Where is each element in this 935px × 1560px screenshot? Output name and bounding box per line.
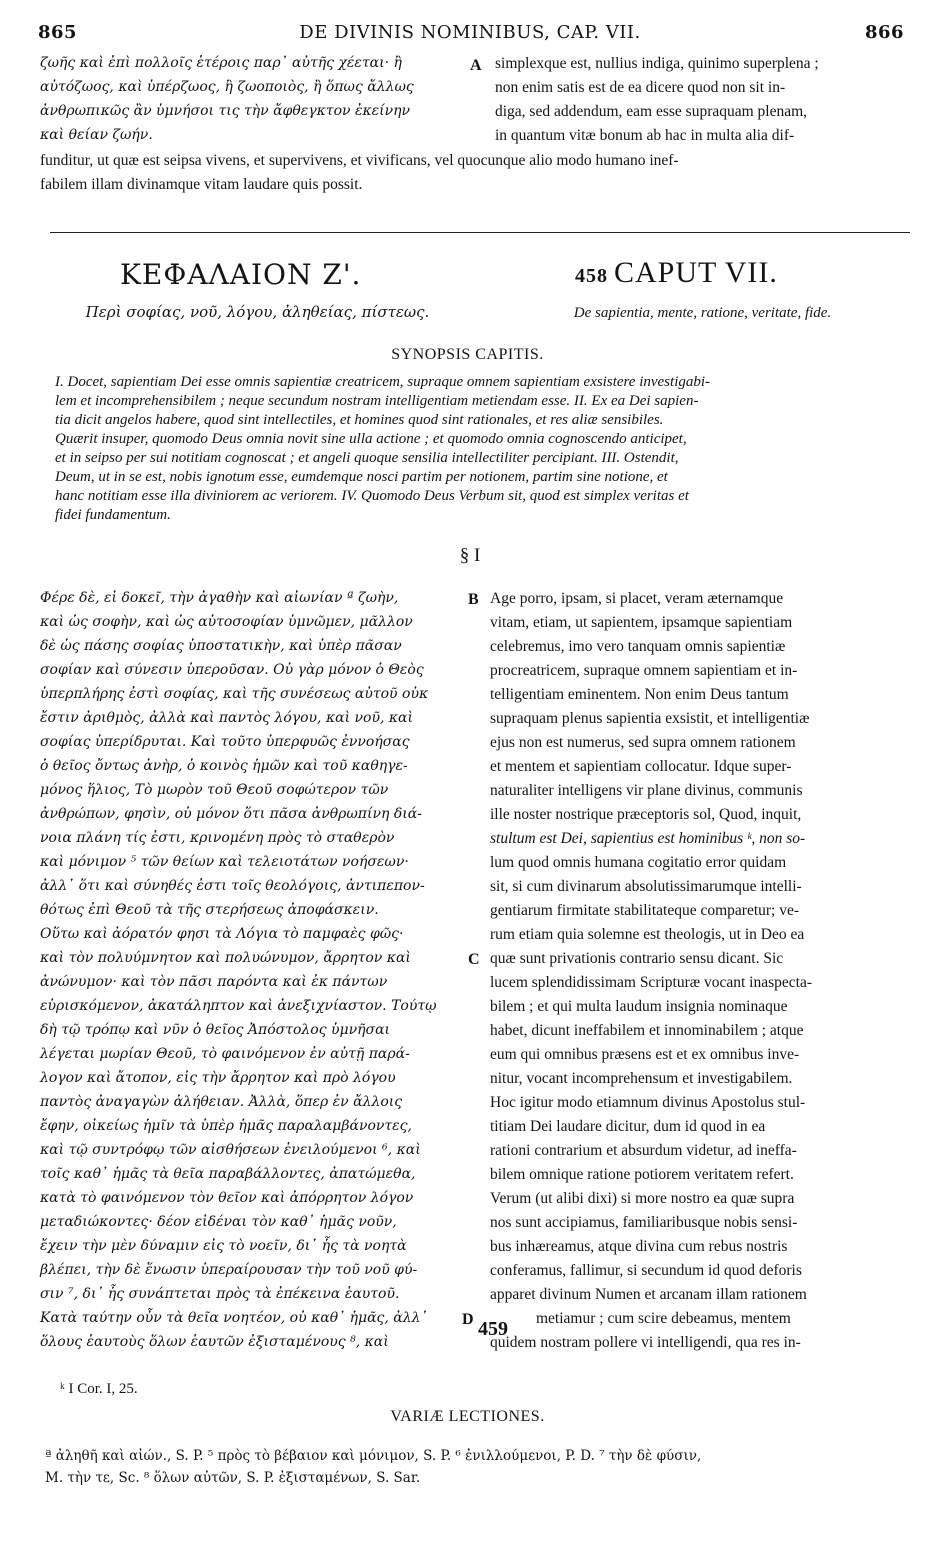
latin-line: Age porro, ipsam, si placet, veram æternamque bbox=[490, 590, 784, 607]
greek-line: εὑρισκόμενον, ἀκατάληπτον καὶ ἀνεξιχνίαστον. Τούτῳ bbox=[40, 998, 437, 1014]
greek-line: ὑπερπλήρης ἐστὶ σοφίας, καὶ τῆς συνέσεως αὐτοῦ οὐκ bbox=[40, 686, 429, 702]
latin-line: sit, si cum divinarum absolutissimarumque intelli- bbox=[490, 878, 802, 895]
latin-line: eum qui omnibus præsens est et ex omnibus inve- bbox=[490, 1046, 800, 1063]
greek-line: Οὕτω καὶ ἀόρατόν φησι τὰ Λόγια τὸ παμφαὲς φῶς· bbox=[40, 926, 404, 942]
top-latin-line: diga, sed addendum, eam esse supraquam plenam, bbox=[495, 103, 808, 120]
page-number-right: 866 bbox=[865, 22, 905, 43]
latin-line: habet, dicunt ineffabilem et innominabilem ; atque bbox=[490, 1022, 804, 1039]
synopsis-line: Quærit insuper, quomodo Deus omnia novit sine ulla actione ; et quomodo omnia cognoscendo anticipet, bbox=[55, 431, 687, 447]
latin-line: quæ sunt privationis contrario sensu dicant. Sic bbox=[490, 950, 784, 967]
greek-line: μόνος ἥλιος, Τὸ μωρὸν τοῦ Θεοῦ σοφώτερον τῶν bbox=[40, 782, 389, 798]
greek-line: Φέρε δὲ, εἰ δοκεῖ, τὴν ἀγαθὴν καὶ αἰωνίαν ª ζωὴν, bbox=[40, 590, 399, 606]
margin-marker-b: B bbox=[468, 591, 479, 608]
page-number-left: 865 bbox=[38, 22, 78, 43]
divider-rule bbox=[50, 232, 910, 233]
synopsis-line: lem et incomprehensibilem ; neque secundum nostram intelligentiam metiendam esse. II. Ex ea Dei sapien- bbox=[55, 393, 699, 409]
greek-line: ὁ θεῖος ὄντως ἀνὴρ, ὁ κοινὸς ἡμῶν καὶ τοῦ καθηγε- bbox=[40, 758, 408, 774]
latin-chapter-title-row bbox=[575, 256, 835, 290]
top-latin-line: in quantum vitæ bonum ab hac in multa alia dif- bbox=[495, 127, 795, 144]
greek-line: παντὸς ἀναγαγὼν ἀλήθειαν. Ἀλλὰ, ὅπερ ἐν ἄλλοις bbox=[40, 1094, 403, 1110]
latin-line: ille noster nostrique præceptoris sol, Quod, inquit, bbox=[490, 806, 802, 823]
section-heading: § I bbox=[459, 545, 481, 566]
greek-line: δὲ ὡς πάσης σοφίας ὑποστατικὴν, καὶ ὑπὲρ πᾶσαν bbox=[40, 638, 402, 654]
variae-heading: VARIÆ LECTIONES. bbox=[390, 1408, 545, 1425]
latin-line: rum etiam quia solemne est theologis, ut in Deo ea bbox=[490, 926, 805, 943]
latin-line: ejus non est numerus, sed supra omnem rationem bbox=[490, 734, 796, 751]
synopsis-line: Deum, ut in se est, nobis ignotum esse, eumdemque nosci partim per notionem, partim sine notione, et bbox=[55, 469, 668, 485]
greek-line: ἔχειν τὴν μὲν δύναμιν εἰς τὸ νοεῖν, δι᾿ ἧς τὰ νοητὰ bbox=[40, 1238, 407, 1254]
latin-line: lucem splendidissimam Scripturæ vocant inaspecta- bbox=[490, 974, 812, 991]
latin-line: bilem ; et qui multa laudum insignia nominaque bbox=[490, 998, 788, 1015]
latin-line: celebremus, imo vero tanquam omnis sapientiæ bbox=[490, 638, 786, 655]
greek-line: ὅλους ἑαυτοὺς ὅλων ἑαυτῶν ἐξισταμένους ⁸, καὶ bbox=[40, 1334, 389, 1350]
latin-line: Hoc igitur modo etiamnum divinus Apostolus stul- bbox=[490, 1094, 806, 1111]
greek-line: ἔφην, οἰκείως ἡμῖν τὰ ὑπὲρ ἡμᾶς παραλαμβάνοντες, bbox=[40, 1118, 412, 1134]
latin-line: telligentiam eminentem. Non enim Deus tantum bbox=[490, 686, 789, 703]
greek-line: ἀνθρώπων, φησὶν, οὐ μόνον ὅτι πᾶσα ἀνθρωπίνη διά- bbox=[40, 806, 422, 822]
top-greek-line: αὐτόζωος, καὶ ὑπέρζωος, ἢ ζωοποιὸς, ἢ ὅπως ἄλλως bbox=[40, 79, 414, 95]
greek-line: ἀλλ᾿ ὅτι καὶ σύνηθές ἐστι τοῖς θεολόγοις, ἀντιπεπον- bbox=[40, 878, 425, 894]
latin-line: bilem omnique ratione potiorem veritatem refert. bbox=[490, 1166, 794, 1183]
latin-line: lum quod omnis humana cogitatio error quidam bbox=[490, 854, 787, 871]
synopsis-heading: SYNOPSIS CAPITIS. bbox=[391, 346, 544, 363]
latin-line: procreatricem, supraque omnem sapientiam et in- bbox=[490, 662, 798, 679]
greek-line: νοια πλάνη τίς ἐστι, κρινομένη πρὸς τὸ σταθερὸν bbox=[40, 830, 395, 846]
greek-line: μεταδιώκοντες· δέον εἰδέναι τὸν καθ᾿ ἡμᾶς νοῦν, bbox=[40, 1214, 397, 1230]
top-greek-line: καὶ θείαν ζωήν. bbox=[40, 127, 153, 143]
greek-chapter-title: ΚΕΦΑΛΑΙΟΝ Ζ'. bbox=[120, 258, 362, 291]
synopsis-line: tia dicit angelos habere, quod sint intellectiles, et homines quod sint rationales, et res aliæ sensibiles. bbox=[55, 412, 664, 428]
top-latin-full-line: funditur, ut quæ est seipsa vivens, et supervivens, et vivificans, vel quocunque alio modo humano inef- bbox=[40, 152, 679, 169]
latin-line: et mentem et sapientiam collocatur. Idque super- bbox=[490, 758, 792, 775]
greek-line: ἀνώνυμον· καὶ τὸν πᾶσι παρόντα καὶ ἐκ πάντων bbox=[40, 974, 388, 990]
latin-line: titiam Dei laudare dicitur, dum id quod in ea bbox=[490, 1118, 766, 1135]
greek-line: λέγεται μωρίαν Θεοῦ, τὸ φαινόμενον ἐν αὐτῇ παρά- bbox=[40, 1046, 410, 1062]
top-latin-line: non enim satis est de ea dicere quod non sit in- bbox=[495, 79, 786, 96]
latin-line: supraquam plenus sapientia exsistit, et intelligentiæ bbox=[490, 710, 810, 727]
margin-marker-a: A bbox=[470, 57, 482, 74]
variae-line: ª ἀληθῆ καὶ αἰών., S. P. ⁵ πρὸς τὸ βέβαιον καὶ μόνιμον, S. P. ⁶ ἐνιλλούμενοι, P. D. ⁷ τὴν δὲ φύσιν, bbox=[45, 1448, 702, 1464]
top-greek-block bbox=[40, 55, 460, 160]
latin-line: conferamus, fallimur, si secundum id quod deforis bbox=[490, 1262, 802, 1279]
latin-line: quidem nostram pollere vi intelligendi, qua res in- bbox=[490, 1334, 801, 1351]
top-latin-full-line: fabilem illam divinamque vitam laudare quis possit. bbox=[40, 176, 363, 193]
margin-marker-c: C bbox=[468, 951, 480, 968]
top-latin-full-block bbox=[40, 152, 910, 202]
greek-chapter-subtitle: Περὶ σοφίας, νοῦ, λόγου, ἀληθείας, πίστεως. bbox=[85, 303, 430, 321]
main-latin-column bbox=[490, 590, 908, 1380]
greek-line: λογον καὶ ἄτοπον, εἰς τὴν ἄρρητον καὶ πρὸ λόγου bbox=[40, 1070, 396, 1086]
latin-line: nos sunt accipiamus, familiaribusque nobis sensi- bbox=[490, 1214, 798, 1231]
latin-line: stultum est Dei, sapientius est hominibus ᵏ, non so- bbox=[490, 830, 806, 847]
latin-line: nitur, vocant incomprehensum et investigabilem. bbox=[490, 1070, 793, 1087]
greek-line: σιν ⁷, δι᾿ ἧς συνάπτεται πρὸς τὰ ἐπέκεινα ἑαυτοῦ. bbox=[40, 1286, 400, 1302]
variae-block bbox=[45, 1448, 915, 1498]
greek-line: θότως ἐπὶ Θεοῦ τὰ τῆς στερήσεως ἀποφάσκειν. bbox=[40, 902, 379, 918]
top-latin-block bbox=[495, 55, 905, 160]
latin-line: Verum (ut alibi dixi) si more nostro ea quæ supra bbox=[490, 1190, 795, 1207]
top-greek-line: ἀνθρωπικῶς ἂν ὑμνήσοι τις τὴν ἄφθεγκτον ἐκείνην bbox=[40, 103, 411, 119]
top-latin-line: simplexque est, nullius indiga, quinimo superplena ; bbox=[495, 55, 819, 72]
greek-line: ἔστιν ἀριθμὸς, ἀλλὰ καὶ παντὸς λόγου, καὶ νοῦ, καὶ bbox=[40, 710, 414, 726]
top-greek-line: ζωῆς καὶ ἐπὶ πολλοῖς ἑτέροις παρ᾿ αὐτῆς χέεται· ἢ bbox=[40, 55, 402, 71]
synopsis-line: I. Docet, sapientiam Dei esse omnis sapientiæ creatricem, supraque omnem sapientiam exsistere investigabi- bbox=[55, 374, 711, 390]
margin-marker-d: D bbox=[462, 1311, 474, 1328]
main-greek-column bbox=[40, 590, 460, 1380]
latin-chapter-title: CAPUT VII. bbox=[614, 256, 778, 289]
greek-line: δὴ τῷ τρόπῳ καὶ νῦν ὁ θεῖος Ἀπόστολος ὑμνῆσαι bbox=[40, 1022, 391, 1038]
latin-line: bus inhæreamus, atque divina cum rebus nostris bbox=[490, 1238, 788, 1255]
greek-line: καὶ μόνιμον ⁵ τῶν θείων καὶ τελειοτάτων νοήσεων· bbox=[40, 854, 409, 870]
latin-chapter-number: 458 bbox=[575, 265, 608, 287]
greek-line: Κατὰ ταύτην οὖν τὰ θεῖα νοητέον, οὐ καθ᾿ ἡμᾶς, ἀλλ᾿ bbox=[40, 1310, 428, 1326]
synopsis-block bbox=[55, 374, 915, 534]
greek-line: βλέπει, τὴν δὲ ἕνωσιν ὑπεραίρουσαν τὴν τοῦ νοῦ φύ- bbox=[40, 1262, 418, 1278]
greek-line: τοῖς καθ᾿ ἡμᾶς τὰ θεῖα παραβάλλοντες, ἀπατώμεθα, bbox=[40, 1166, 416, 1182]
margin-number: 459 bbox=[478, 1318, 508, 1340]
synopsis-line: et in seipso per sui notitiam cognoscat ; et angeli quoque sensilia intellectiliter percipiant. III. Ostendit, bbox=[55, 450, 679, 466]
greek-line: σοφίας ὑπερίδρυται. Καὶ τοῦτο ὑπερφυῶς ἐννοήσας bbox=[40, 734, 410, 750]
variae-line: M. τὴν τε, Sc. ⁸ ὅλων αὐτῶν, S. P. ἐξισταμένων, S. Sar. bbox=[45, 1470, 421, 1486]
latin-line: vitam, etiam, ut sapientem, ipsamque sapientiam bbox=[490, 614, 793, 631]
latin-line: metiamur ; cum scire debeamus, mentem bbox=[536, 1310, 791, 1327]
latin-chapter-subtitle: De sapientia, mente, ratione, veritate, fide. bbox=[573, 305, 832, 321]
synopsis-line: hanc notitiam esse illa diviniorem ac veriorem. IV. Quomodo Deus Verbum sit, quod est simplex veritas et bbox=[55, 488, 689, 504]
greek-line: κατὰ τὸ φαινόμενον τὸν θεῖον καὶ ἀπόρρητον λόγον bbox=[40, 1190, 414, 1206]
greek-line: καὶ ὡς σοφὴν, καὶ ὡς αὐτοσοφίαν ὑμνῶμεν, μᾶλλον bbox=[40, 614, 413, 630]
latin-line: rationi contrarium et absurdum videtur, ad ineffa- bbox=[490, 1142, 797, 1159]
synopsis-line: fidei fundamentum. bbox=[55, 507, 171, 523]
greek-line: καὶ τῷ συντρόφῳ τῶν αἰσθήσεων ἐνειλούμενοι ⁶, καὶ bbox=[40, 1142, 421, 1158]
latin-line: naturaliter intelligens vir plane divinus, communis bbox=[490, 782, 803, 799]
greek-line: καὶ τὸν πολυύμνητον καὶ πολυώνυμον, ἄρρητον καὶ bbox=[40, 950, 411, 966]
footnote: ᵏ I Cor. I, 25. bbox=[60, 1381, 138, 1397]
latin-line: apparet divinum Numen et arcanam illam rationem bbox=[490, 1286, 807, 1303]
running-title: DE DIVINIS NOMINIBUS, CAP. VII. bbox=[299, 22, 641, 43]
greek-line: σοφίαν καὶ σύνεσιν ὑπεροῦσαν. Οὐ γὰρ μόνον ὁ Θεὸς bbox=[40, 662, 424, 678]
latin-line: gentiarum firmitate stabilitateque comparetur; ve- bbox=[490, 902, 800, 919]
